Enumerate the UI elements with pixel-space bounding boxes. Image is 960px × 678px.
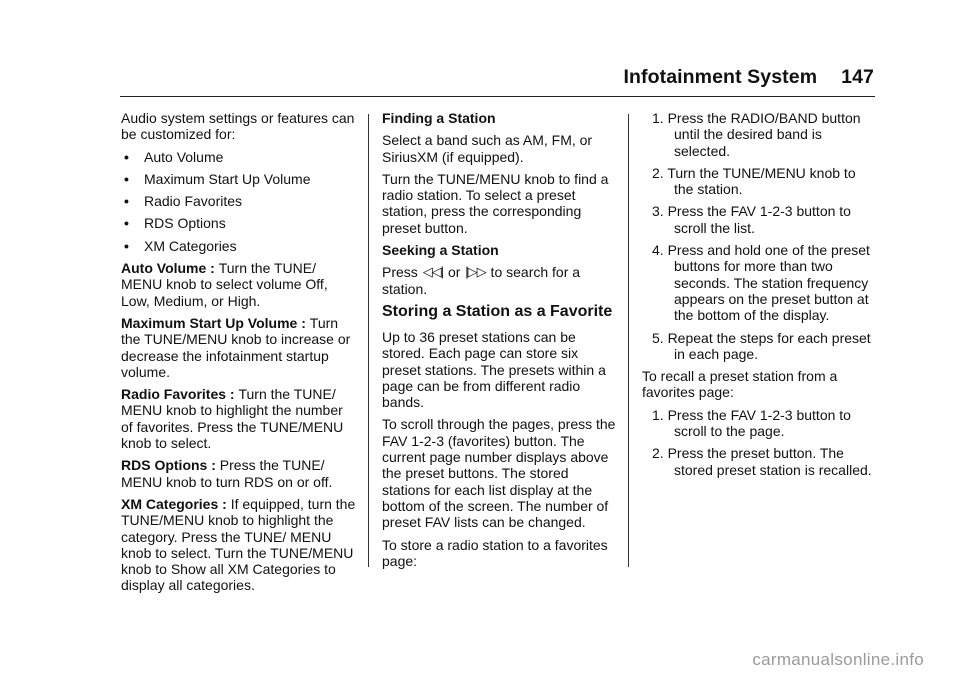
bullet-marker: • (124, 193, 129, 210)
definition-item (121, 260, 357, 309)
storing-heading: Storing a Station as a Favorite (382, 302, 613, 320)
finding-paragraph: Select a band such as AM, FM, or SiriusXM (if equipped). (382, 132, 593, 165)
finding-paragraph: Turn the TUNE/MENU knob to find a radio station. To select a preset station, press the corresponding preset button. (382, 170, 609, 236)
list-item: 5. Repeat the steps for each preset in each page. (652, 329, 871, 362)
list-item: 4. Press and hold one of the preset buttons for more than two seconds. The station frequency appears on the preset button at the bottom of the display. (652, 242, 870, 324)
list-item (121, 149, 357, 165)
intro-text: Audio system settings or features can be customized for: (121, 110, 355, 143)
bullet-marker: • (124, 215, 129, 232)
bullet-text: Radio Favorites (144, 193, 243, 210)
column-1 (121, 110, 357, 600)
bullet-marker: • (124, 170, 129, 187)
list-item: 1. Press the RADIO/BAND button until the desired band is selected. (652, 110, 861, 159)
definition-text: Turn the TUNE/MENU knob to increase or decrease the infotainment startup volume. (121, 314, 351, 380)
page-number: 147 (841, 66, 874, 88)
seeking-heading: Seeking a Station (382, 242, 499, 259)
definition-text: Press the TUNE/ MENU knob to turn RDS on or off. (121, 457, 333, 490)
definition-item (121, 386, 357, 451)
storing-paragraph: To scroll through the pages, press the FAV 1-2-3 (favorites) button. The current page number displays above the preset buttons. The stored stations for each list display at the bottom of the screen. The number of preset FAV lists can be changed. (382, 416, 616, 531)
bullet-marker: • (124, 237, 129, 254)
header-rule (120, 96, 875, 97)
seek-back-icon: ◁◁| (422, 264, 444, 280)
definition-text: Turn the TUNE/ MENU knob to highlight the number of favorites. Press the TUNE/MENU knob to select. (121, 386, 344, 452)
seek-forward-icon: |▷▷ (465, 264, 486, 280)
definition-text: Turn the TUNE/ MENU knob to select volume Off, Low, Medium, or High. (121, 260, 328, 309)
seek-rest-text: to search for a station. (382, 264, 581, 297)
bullet-text: RDS Options (144, 215, 226, 232)
storing-paragraph: Up to 36 preset stations can be stored. Each page can store six preset stations. The presets within a page can be from different radio bands. (382, 328, 606, 411)
bullet-text: XM Categories (144, 237, 237, 254)
definition-item (121, 315, 357, 380)
storing-paragraph: To store a radio station to a favorites page: (382, 536, 608, 569)
seeking-paragraph (382, 264, 618, 297)
seek-or-text: or (444, 264, 465, 281)
list-item (121, 171, 357, 187)
column-2 (382, 110, 618, 575)
seek-press-text: Press (382, 264, 422, 281)
list-item (121, 238, 357, 254)
definition-term: XM Categories : (121, 495, 231, 512)
column-3 (642, 110, 874, 484)
bullet-text: Auto Volume (144, 148, 224, 165)
list-item: 2. Press the preset button. The stored preset station is recalled. (652, 445, 872, 478)
definition-item (121, 496, 357, 594)
list-item (121, 215, 357, 231)
finding-heading: Finding a Station (382, 110, 496, 126)
recall-intro: To recall a preset station from a favorites page: (642, 368, 838, 401)
column-divider (368, 114, 369, 567)
definition-term: Maximum Start Up Volume : (121, 314, 310, 331)
column-divider (628, 114, 629, 567)
bullet-marker: • (124, 148, 129, 165)
definition-term: Auto Volume : (121, 260, 219, 277)
watermark: carmanualsonline.info (752, 650, 924, 669)
definition-text: If equipped, turn the TUNE/MENU knob to highlight the category. Press the TUNE/ MENU knob to select. Turn the TUNE/MENU knob to Show all XM Categories to display all categories. (121, 495, 356, 594)
list-item: 2. Turn the TUNE/MENU knob to the station. (652, 164, 856, 198)
bullet-text: Maximum Start Up Volume (144, 170, 311, 187)
section-title: Infotainment System (623, 66, 818, 88)
list-item (121, 193, 357, 209)
list-item: 1. Press the FAV 1-2-3 button to scroll to the page. (652, 406, 851, 440)
definition-term: Radio Favorites : (121, 386, 239, 403)
page-header (0, 66, 874, 89)
definition-item (121, 457, 357, 490)
definition-term: RDS Options : (121, 457, 220, 474)
list-item: 3. Press the FAV 1-2-3 button to scroll the list. (652, 203, 851, 236)
